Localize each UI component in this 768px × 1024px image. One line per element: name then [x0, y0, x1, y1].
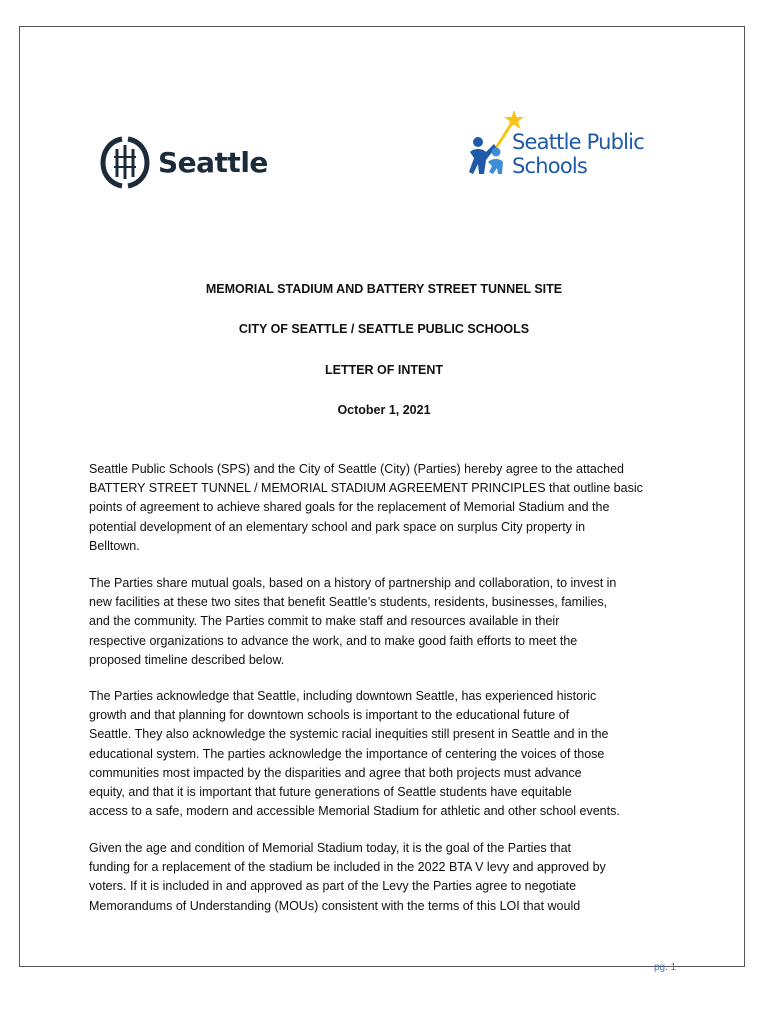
paragraph-line: Seattle Public Schools (SPS) and the City of Seattle (City) (Parties) hereby agree to the attached [89, 462, 624, 476]
paragraph-line: respective organizations to advance the work, and to make good faith efforts to meet the [89, 633, 578, 648]
paragraph-line: Given the age and condition of Memorial Stadium today, it is the goal of the Parties that [89, 841, 571, 855]
seattle-seal-icon [100, 135, 150, 189]
paragraph-line: The Parties share mutual goals, based on a history of partnership and collaboration, to invest in [89, 576, 617, 590]
paragraph-line: access to a safe, modern and accessible Memorial Stadium for athletic and other school events. [89, 804, 620, 819]
sps-logo-wordmark [512, 130, 644, 178]
document-date: October 1, 2021 [337, 403, 431, 417]
city-logo-wordmark: Seattle [158, 145, 268, 179]
paragraph-acknowledgement [89, 687, 689, 821]
paragraph-line: growth and that planning for downtown schools is important to the educational future of [89, 708, 570, 723]
paragraph-line: new facilities at these two sites that benefit Seattle’s students, residents, businesses, families, [89, 595, 608, 610]
paragraph-line: Seattle. They also acknowledge the systemic racial inequities still present in Seattle and in the [89, 727, 609, 742]
parties-heading: CITY OF SEATTLE / SEATTLE PUBLIC SCHOOLS [238, 322, 530, 336]
paragraph-agreement [89, 460, 689, 556]
paragraph-line: Belltown. [89, 538, 140, 553]
paragraph-line: potential development of an elementary school and park space on surplus City property in [89, 519, 586, 534]
seattle-public-schools-logo [466, 108, 656, 188]
city-of-seattle-logo [100, 132, 268, 192]
paragraph-line: equity, and that it is important that future generations of Seattle students have equitable [89, 785, 572, 800]
paragraph-line: Memorandums of Understanding (MOUs) consistent with the terms of this LOI that would [89, 898, 581, 913]
paragraph-mutual-goals [89, 574, 689, 670]
paragraph-line: educational system. The parties acknowledge the importance of centering the voices of those [89, 746, 605, 761]
paragraph-line: and the community. The Parties commit to make staff and resources available in their [89, 614, 560, 629]
document-title: MEMORIAL STADIUM AND BATTERY STREET TUNNEL SITE [205, 282, 563, 296]
paragraph-line: The Parties acknowledge that Seattle, including downtown Seattle, has experienced historic [89, 689, 597, 703]
paragraph-line: funding for a replacement of the stadium be included in the 2022 BTA V levy and approved by [89, 860, 606, 875]
document-type-heading: LETTER OF INTENT [324, 363, 444, 377]
paragraph-line: points of agreement to achieve shared goals for the replacement of Memorial Stadium and the [89, 500, 610, 515]
page-number: pg. 1 [654, 962, 677, 973]
sps-logo-line2: Schools [512, 154, 588, 178]
paragraph-line: voters. If it is included in and approved as part of the Levy the Parties agree to negotiate [89, 879, 577, 894]
paragraph-line: BATTERY STREET TUNNEL / MEMORIAL STADIUM AGREEMENT PRINCIPLES that outline basic [89, 481, 643, 496]
paragraph-line: proposed timeline described below. [89, 652, 285, 667]
paragraph-line: communities most impacted by the disparities and agree that both projects must advance [89, 765, 582, 780]
paragraph-stadium-funding [89, 839, 689, 916]
sps-logo-line1: Seattle Public [512, 130, 644, 154]
